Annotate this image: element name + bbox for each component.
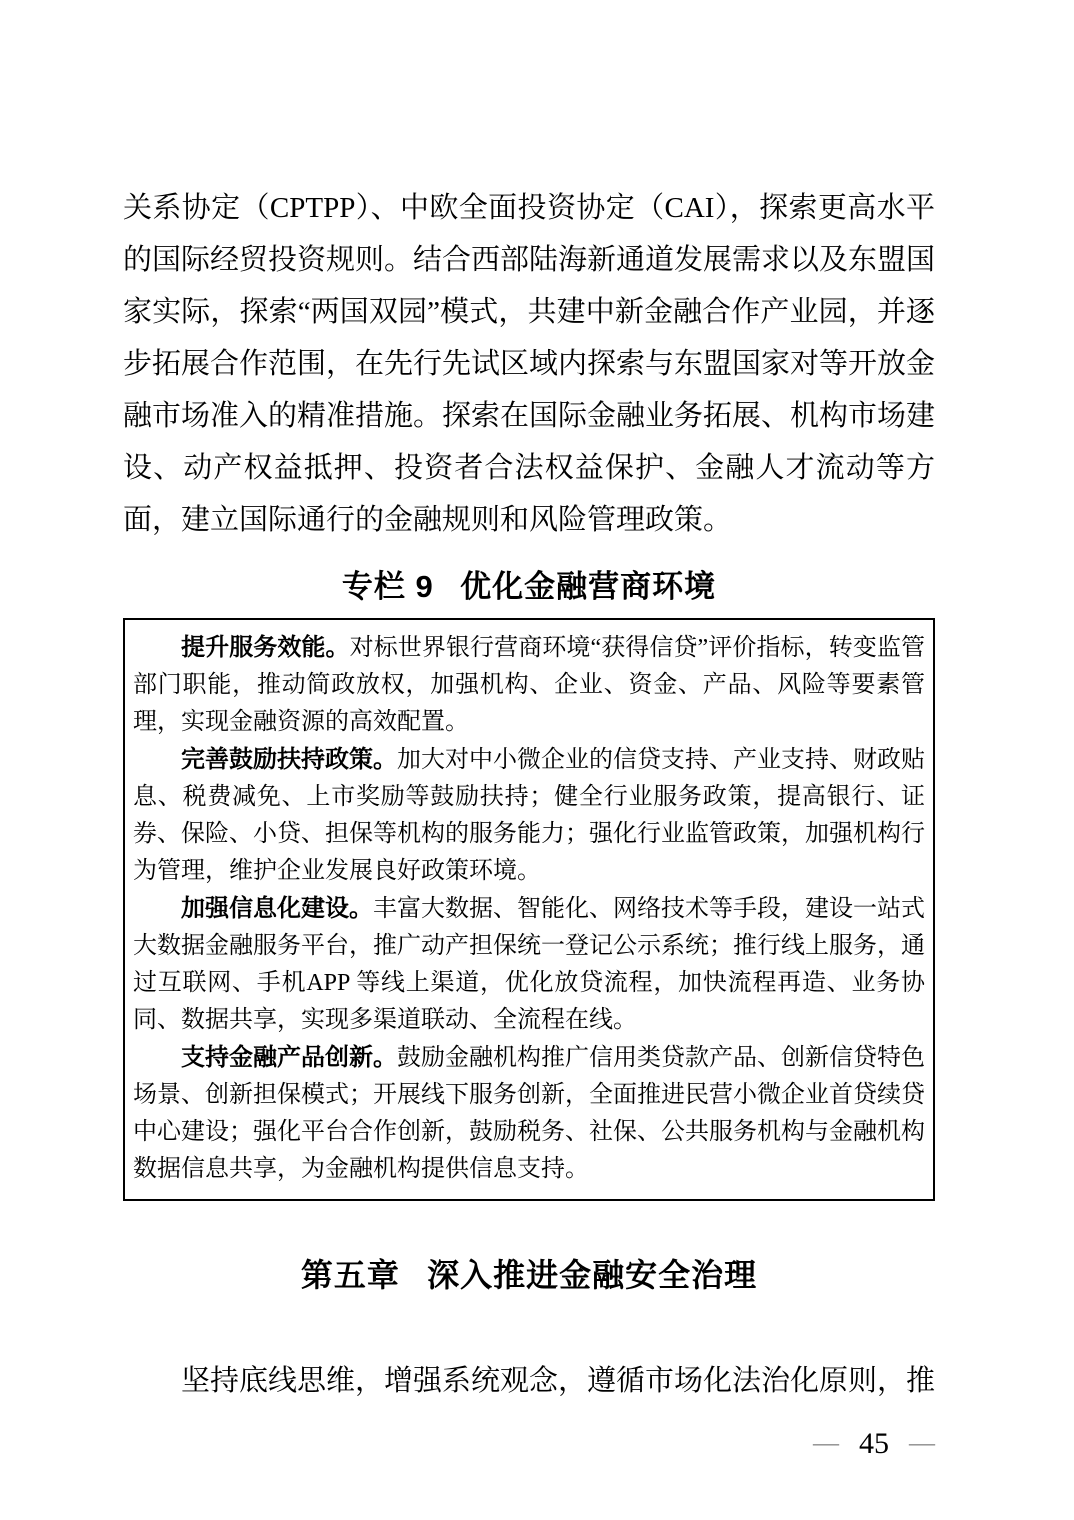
intro-paragraph: 关系协定（CPTPP）、中欧全面投资协定（CAI），探索更高水平的国际经贸投资规则。结合西部陆海新通道发展需求以及东盟国家实际，探索“两国双园”模式，共建中新金融合作产业园，并逐步拓展合作范围，在先行先试区域内探索与东盟国家对等开放金融市场准入的精准措施。探索在国际金融业务拓展、机构市场建设、动产权益抵押、投资者合法权益保护、金融人才流动等方面，建立国际通行的金融规则和风险管理政策。 <box>123 192 936 536</box>
callout-box <box>123 618 935 1201</box>
box-paragraph-1-lead: 提升服务效能。 <box>181 634 350 661</box>
page-number: 45 <box>859 1427 889 1460</box>
callout-box-title-text: 优化金融营商环境 <box>460 569 717 604</box>
box-paragraph-4-text: 鼓励金融机构推广信用类贷款产品、创新信贷特色场景、创新担保模式；开展线下服务创新，全面推进民营小微企业首贷续贷中心建设；强化平台合作创新，鼓励税务、社保、公共服务机构与金融机构数据信息共享，为金融机构提供信息支持。 <box>133 1045 925 1182</box>
box-paragraph-3 <box>133 890 925 1039</box>
box-paragraph-4 <box>133 1039 925 1188</box>
page-footer <box>123 1423 935 1466</box>
box-paragraph-2 <box>133 741 925 890</box>
box-paragraph-2-lead: 完善鼓励扶持政策。 <box>181 746 397 773</box>
box-paragraph-2-text: 加大对中小微企业的信贷支持、产业支持、财政贴息、税费减免、上市奖励等鼓励扶持；健全行业服务政策，提高银行、证券、保险、小贷、担保等机构的服务能力；强化行业监管政策，加强机构行为管理，维护企业发展良好政策环境。 <box>133 747 925 884</box>
footer-left-dash: — <box>813 1428 839 1457</box>
footer-right-dash: — <box>909 1428 935 1457</box>
chapter-title-text: 深入推进金融安全治理 <box>427 1257 758 1293</box>
callout-box-title <box>123 566 935 608</box>
box-paragraph-4-lead: 支持金融产品创新。 <box>181 1044 397 1071</box>
callout-box-label: 专栏 9 <box>341 569 434 604</box>
closing-paragraph: 坚持底线思维，增强系统观念，遵循市场化法治化原则，推 <box>181 1365 936 1397</box>
box-paragraph-1 <box>133 629 925 741</box>
box-paragraph-1-text: 对标世界银行营商环境“获得信贷”评价指标，转变监管部门职能，推动简政放权，加强机构、企业、资金、产品、风险等要素管理，实现金融资源的高效配置。 <box>133 635 925 735</box>
box-paragraph-3-text: 丰富大数据、智能化、网络技术等手段，建设一站式大数据金融服务平台，推广动产担保统一登记公示系统；推行线上服务，通过互联网、手机APP 等线上渠道，优化放贷流程，加快流程再造、业务协同、数据共享，实现多渠道联动、全流程在线。 <box>133 896 925 1033</box>
chapter-title <box>123 1253 935 1297</box>
chapter-label: 第五章 <box>300 1257 400 1293</box>
box-paragraph-3-lead: 加强信息化建设。 <box>181 895 373 922</box>
